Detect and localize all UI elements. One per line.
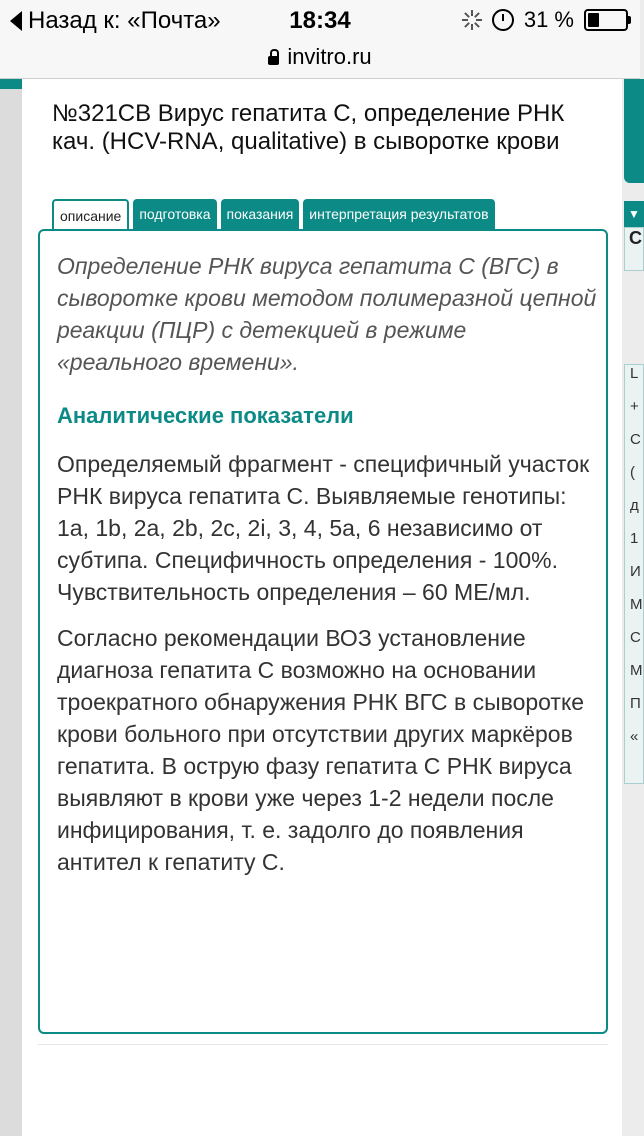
tab-preparation[interactable]: подготовка — [133, 199, 216, 230]
left-gutter — [0, 79, 22, 1136]
battery-fill — [588, 13, 599, 27]
side-fragment: C — [630, 431, 641, 448]
battery-percent: 31 % — [523, 7, 574, 32]
side-fragment: ( — [630, 464, 635, 481]
right-side-panel — [622, 79, 643, 1136]
side-fragment: С — [630, 629, 641, 646]
tab-interpretation[interactable]: интерпретация результатов — [303, 199, 494, 230]
side-fragment: М — [630, 596, 643, 613]
side-panel-header[interactable] — [624, 79, 644, 183]
side-panel-list — [624, 364, 644, 784]
url-domain: invitro.ru — [287, 44, 372, 69]
address-bar[interactable] — [0, 40, 640, 79]
triangle-down-icon: ▼ — [628, 207, 640, 221]
side-fragment: М — [630, 662, 643, 679]
left-accent-strip — [0, 79, 22, 89]
side-fragment: L — [630, 365, 639, 382]
intro-paragraph: Определение РНК вируса гепатита С (ВГС) в сыворотке крови методом полимеразной цепной реакции (ПЦР) с детекцией в режиме «реального времени». — [57, 253, 597, 375]
activity-spinner-icon — [462, 10, 482, 30]
divider — [38, 1044, 608, 1045]
battery-icon — [584, 9, 628, 31]
section-heading: Аналитические показатели — [57, 403, 354, 428]
body-paragraph: Согласно рекомендации ВОЗ установление диагноза гепатита С возможно на основании троекратного обнаружения РНК ВГС в сыворотке крови больного при отсутствии других маркёров гепатита. В острую фазу гепатита С РНК вируса выявляют в крови уже через 1-2 недели после инфицирования, т. е. задолго до появления антител к гепатиту С. — [57, 625, 585, 875]
description-text — [57, 250, 597, 892]
side-fragment: 1 — [630, 530, 639, 547]
alarm-clock-icon — [492, 9, 514, 31]
side-fragment: + — [630, 398, 639, 415]
side-panel-tab[interactable] — [624, 201, 644, 227]
status-bar — [0, 0, 640, 40]
status-icons — [462, 7, 628, 33]
clock: 18:34 — [289, 7, 351, 34]
side-panel-card[interactable] — [624, 227, 644, 271]
tab-description[interactable]: описание — [52, 199, 129, 230]
side-fragment: д — [630, 497, 639, 514]
tab-indications[interactable]: показания — [221, 199, 300, 230]
back-label: Назад к: «Почта» — [28, 7, 221, 34]
tab-bar — [52, 199, 495, 230]
page-title: №321CB Вирус гепатита С, определение РНК кач. (HCV-RNA, qualitative) в сыворотке крови — [52, 100, 565, 155]
side-fragment: И — [630, 563, 641, 580]
side-fragment: « — [630, 728, 639, 745]
side-card-letter: C — [629, 228, 642, 248]
body-paragraph: Определяемый фрагмент - специфичный участок РНК вируса гепатита С. Выявляемые генотипы: 1a, 1b, 2a, 2b, 2c, 2i, 3, 4, 5a, 6 независимо от субтипа. Специфичность определения - 100%. Чувствительность определения – 60 МЕ/мл. — [57, 451, 590, 605]
side-fragment: П — [630, 695, 641, 712]
lock-icon — [268, 56, 279, 65]
